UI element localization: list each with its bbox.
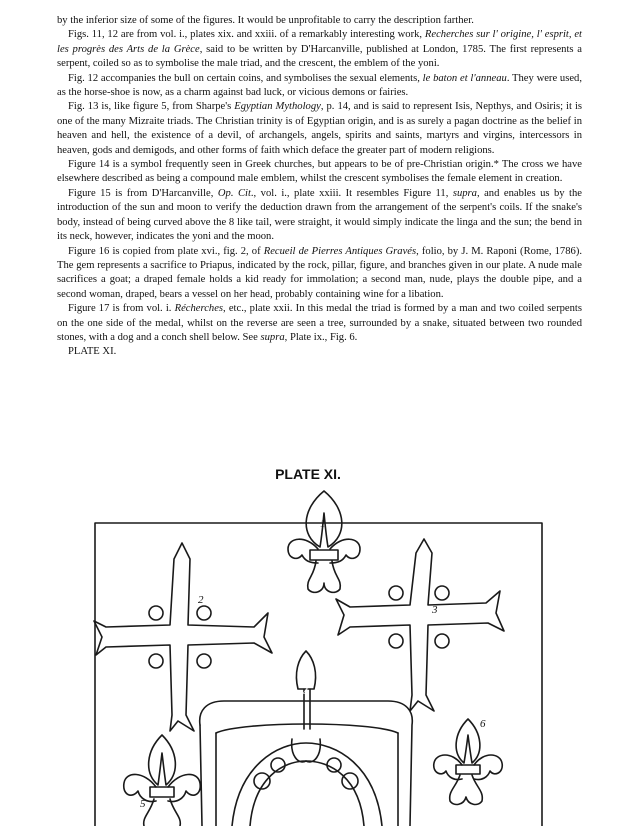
paragraph-fig-16 xyxy=(57,245,582,303)
figure-label-3: 3 xyxy=(432,604,438,616)
italic-text-segment: Recueil de Pierres Antiques Gravés xyxy=(263,245,417,257)
italic-text-segment: le baton et l'anneau xyxy=(422,72,507,84)
italic-text-segment: Op. Cit xyxy=(217,187,251,199)
italic-text-segment: supra xyxy=(452,187,477,199)
text-segment: , Plate ix., Fig. 6. xyxy=(284,331,358,343)
figure-label-4: 4 xyxy=(303,687,308,698)
text-segment: , and enables us by the introduction of the sun and moon to verify the deduction drawn from the arrangement of the serpent's coils. If the snake's body, instead of being curved above the 8 like tail, were straight, it would simply indicate the linga and the sun; the bend in its neck, however, indicates the yoni and the moon. xyxy=(57,187,582,243)
paragraph-fig-12 xyxy=(57,72,582,101)
italic-text-segment: Egyptian Mythology xyxy=(234,101,321,113)
cross-figure-3 xyxy=(336,539,504,711)
text-segment: Figure 14 is a symbol frequently seen in Greek churches, but appears to be of pre-Christian origin.* The cross we have elsewhere described as being a compound male emblem, whilst the crescent symbolises the female element in creation. xyxy=(57,159,582,185)
paragraph-continuation xyxy=(57,14,582,28)
fleur-de-lis-figure-5 xyxy=(124,735,201,826)
text-segment: , said to be written by D'Harcanville, published at London, 1785. The first represents a serpent, coiled so as to symbolise the male triad, and the crescent, the emblem of the yoni. xyxy=(57,43,582,70)
italic-text-segment: Récherches xyxy=(174,303,224,315)
paragraph-fig-17 xyxy=(57,302,582,345)
text-segment: Figure 16 is copied from plate xvi., fig. 2, of xyxy=(68,245,264,257)
italic-text-segment: Recherches sur l' origine, l' esprit, et les progrès des Arts de la Grèce xyxy=(57,29,583,55)
figure-label-2: 2 xyxy=(198,594,204,606)
text-segment: Figs. 11, 12 are from vol. i., plates xix. and xxiii. of a remarkably interesting work, xyxy=(68,29,425,41)
plate-title: PLATE XI. xyxy=(275,466,341,482)
medallion-figure-4 xyxy=(200,651,413,826)
text-segment: Fig. 12 accompanies the bull on certain coins, and symbolises the sexual elements, xyxy=(68,72,423,84)
text-segment: , folio, by J. M. Raponi (Rome, 1786). The gem represents a sacrifice to Priapus, indicated by the rock, pillar, figure, and branches given in our plate. A nude male sacrifices a goat; a draped female holds a kid ready for immolation; a second man, nude, plays the double pipe, and a second woman, draped, bears a vessel on her head, probably containing wine for a libation. xyxy=(57,245,582,300)
text-segment: , p. 14, and is said to represent Isis, Nepthys, and Osiris; it is one of the many Mizraite triads. The Christian trinity is of Egyptian origin, and is as surely a pagan doctrine as the belief in heaven and hell, the existence of a devil, of archangels, angels, spirits and saints, martyrs and virgins, intercessors in heaven, gods and demigods, and other forms of faith which deface the greater part of modern religions. xyxy=(57,101,583,156)
body-text xyxy=(57,14,582,360)
paragraph-fig-15 xyxy=(57,187,582,245)
text-segment: . They were used, as the horse-shoe is now, as a charm against bad luck, or vicious demons or fairies. xyxy=(57,72,583,99)
text-segment: by the inferior size of some of the figures. It would be unprofitable to carry the description farther. xyxy=(57,15,474,26)
paragraph-fig-14 xyxy=(57,158,582,187)
text-segment: ., vol. i., plate xxiii. It resembles Figure 11, xyxy=(250,187,453,199)
text-segment: Fig. 13 is, like figure 5, from Sharpe's xyxy=(68,101,235,113)
fleur-de-lis-figure-6 xyxy=(434,718,503,804)
italic-text-segment: supra xyxy=(260,331,285,343)
figure-label-1: 1 xyxy=(320,518,326,530)
paragraph-fig-13 xyxy=(57,100,582,158)
paragraph-plate-caption xyxy=(57,345,582,359)
text-segment: Figure 15 is from D'Harcanville, xyxy=(68,187,218,199)
fleur-de-lis-figure-1 xyxy=(288,491,360,592)
text-segment: PLATE XI. xyxy=(68,346,117,358)
figure-label-6: 6 xyxy=(480,718,486,730)
text-segment: Figure 17 is from vol. i. xyxy=(68,303,175,315)
plate-xi-illustration xyxy=(92,465,544,826)
paragraph-figs-11-12 xyxy=(57,28,582,71)
text-segment: , etc., plate xxii. In this medal the triad is formed by a man and two coiled serpents on the one side of the medal, whilst on the reverse are seen a tree, surrounded by a snake, situated between two rounded stones, with a dog and a conch shell below. See xyxy=(57,303,582,343)
figure-label-5: 5 xyxy=(140,798,146,810)
cross-figure-2 xyxy=(94,543,272,731)
